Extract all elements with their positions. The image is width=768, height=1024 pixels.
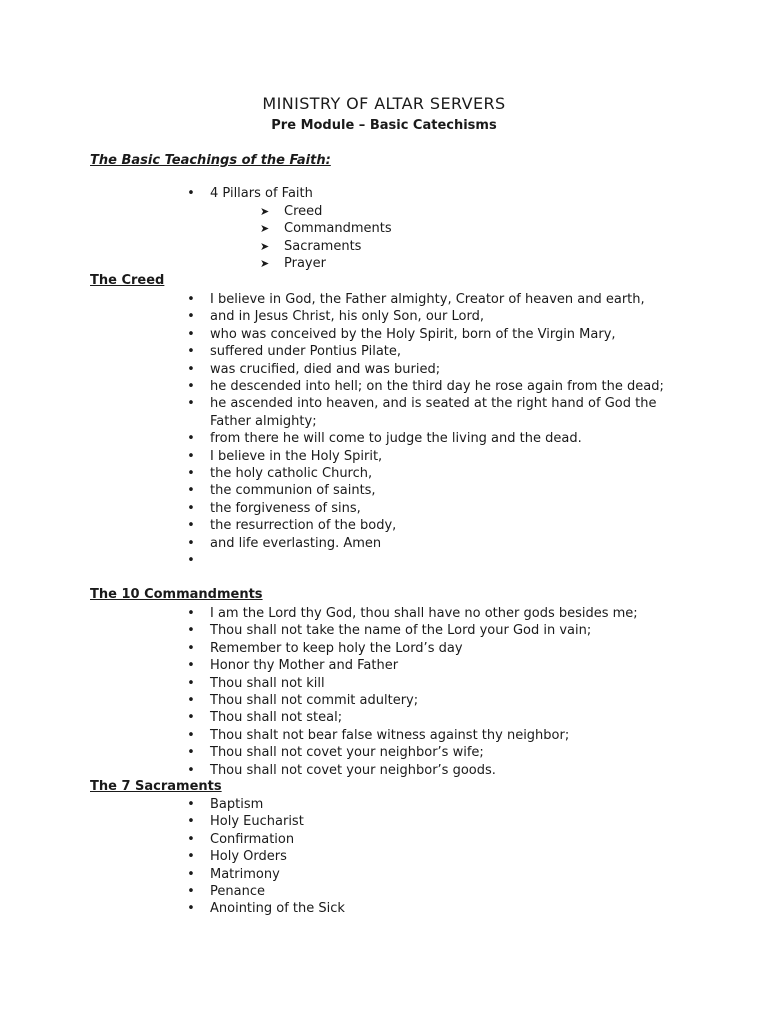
list-item: [186, 291, 666, 308]
list-item: [186, 552, 666, 569]
list-item: [186, 343, 666, 360]
bullet-icon: •: [187, 500, 195, 516]
list-item: [186, 796, 666, 813]
commandments-heading: The 10 Commandments: [90, 587, 263, 602]
list-item-text: Remember to keep holy the Lord’s day: [210, 640, 463, 656]
bullet-icon: •: [187, 535, 195, 551]
list-item-text: Matrimony: [210, 866, 280, 882]
list-item: [186, 500, 666, 517]
creed-heading: The Creed: [90, 273, 165, 288]
list-item: [186, 744, 666, 761]
document-subtitle: Pre Module – Basic Catechisms: [271, 118, 497, 133]
arrow-bullet-icon: ➤: [260, 239, 270, 253]
list-item-text: who was conceived by the Holy Spirit, born of the Virgin Mary,: [210, 326, 616, 342]
bullet-icon: •: [187, 606, 195, 621]
list-item: [186, 465, 666, 482]
list-item-text: and in Jesus Christ, his only Son, our Lord,: [210, 309, 484, 325]
list-item: [186, 866, 666, 883]
list-item: [186, 535, 666, 552]
bullet-icon: •: [187, 675, 195, 691]
list-item: [258, 220, 392, 237]
list-item-text: Thou shall not take the name of the Lord your God in vain;: [210, 623, 592, 639]
list-item: [186, 605, 666, 622]
list-item: [186, 448, 666, 465]
list-item: [186, 727, 666, 744]
list-item-text: Creed: [284, 204, 323, 219]
list-item-text: Commandments: [284, 221, 392, 237]
list-item-text: Honor thy Mother and Father: [210, 658, 399, 674]
list-item: [186, 675, 666, 692]
list-item: [186, 883, 666, 900]
list-item-text: the communion of saints,: [210, 483, 376, 499]
bullet-icon: •: [187, 344, 195, 360]
list-item-text: 4 Pillars of Faith: [210, 186, 313, 201]
list-item: [258, 238, 392, 255]
bullet-icon: •: [187, 309, 195, 325]
list-item: [186, 185, 666, 202]
bullet-icon: •: [187, 186, 195, 201]
bullet-icon: •: [187, 849, 195, 865]
bullet-icon: •: [187, 745, 195, 761]
bullet-icon: •: [187, 710, 195, 726]
list-item-text: Thou shall not steal;: [210, 710, 343, 726]
list-item-text: Anointing of the Sick: [210, 901, 345, 917]
list-item-text: Sacraments: [284, 238, 362, 254]
bullet-icon: •: [187, 901, 195, 917]
list-item-text: he descended into hell; on the third day he rose again from the dead;: [210, 379, 664, 395]
list-item: [258, 203, 392, 220]
bullet-icon: •: [187, 553, 195, 569]
document-title: MINISTRY OF ALTAR SERVERS: [262, 94, 506, 113]
list-item: [186, 657, 666, 674]
list-item: [186, 709, 666, 726]
bullet-icon: •: [187, 658, 195, 674]
arrow-bullet-icon: ➤: [260, 257, 270, 271]
list-item-text: Thou shall not kill: [210, 675, 325, 691]
list-item: [186, 813, 666, 830]
list-item-text: Penance: [210, 884, 265, 900]
list-item-text: the forgiveness of sins,: [210, 500, 361, 516]
bullet-icon: •: [187, 884, 195, 900]
list-item-text: Holy Orders: [210, 849, 287, 865]
list-item: [186, 378, 666, 395]
commandments-list: [186, 605, 666, 779]
list-item: [186, 900, 666, 917]
bullet-icon: •: [187, 640, 195, 656]
bullet-icon: •: [187, 623, 195, 639]
bullet-icon: •: [187, 693, 195, 709]
sacraments-heading: The 7 Sacraments: [90, 779, 222, 794]
list-item-text: Thou shall not covet your neighbor’s goods.: [210, 762, 496, 778]
pillars-list: [186, 185, 666, 202]
list-item: [186, 622, 666, 639]
sacraments-list: [186, 796, 666, 918]
list-item-text: Thou shalt not bear false witness against thy neighbor;: [210, 727, 570, 743]
list-item: [186, 848, 666, 865]
list-item-text: the resurrection of the body,: [210, 518, 397, 534]
list-item-text: Confirmation: [210, 831, 295, 847]
bullet-icon: •: [187, 361, 195, 377]
creed-list: [186, 291, 666, 569]
bullet-icon: •: [187, 762, 195, 778]
list-item: [186, 517, 666, 534]
bullet-icon: •: [187, 866, 195, 882]
list-item-text: from there he will come to judge the living and the dead.: [210, 431, 582, 447]
list-item: [258, 255, 392, 272]
list-item: [186, 430, 666, 447]
list-item: [186, 308, 666, 325]
list-item: [186, 361, 666, 378]
bullet-icon: •: [187, 727, 195, 743]
list-item: [186, 482, 666, 499]
bullet-icon: •: [187, 379, 195, 395]
bullet-icon: •: [187, 292, 195, 307]
list-item: [186, 326, 666, 343]
list-item-text: and life everlasting. Amen: [210, 535, 382, 551]
arrow-bullet-icon: ➤: [260, 222, 270, 236]
list-item-text: suffered under Pontius Pilate,: [210, 344, 402, 360]
list-item: [186, 831, 666, 848]
bullet-icon: •: [187, 518, 195, 534]
list-item-text: the holy catholic Church,: [210, 466, 373, 482]
list-item-text: Holy Eucharist: [210, 814, 304, 830]
bullet-icon: •: [187, 797, 195, 812]
list-item-text: he ascended into heaven, and is seated at the right hand of God the Father almighty;: [210, 396, 657, 429]
list-item-text: I believe in the Holy Spirit,: [210, 448, 383, 464]
bullet-icon: •: [187, 326, 195, 342]
list-item: [186, 762, 666, 779]
pillars-sublist: [258, 203, 392, 273]
list-item-text: Prayer: [284, 256, 326, 272]
bullet-icon: •: [187, 831, 195, 847]
bullet-icon: •: [187, 396, 195, 412]
list-item-text: Thou shall not commit adultery;: [210, 693, 419, 709]
arrow-bullet-icon: ➤: [260, 205, 270, 218]
list-item-text: Thou shall not covet your neighbor’s wife;: [210, 745, 484, 761]
list-item-text: I believe in God, the Father almighty, Creator of heaven and earth,: [210, 292, 645, 307]
list-item-text: was crucified, died and was buried;: [210, 361, 441, 377]
bullet-icon: •: [187, 466, 195, 482]
bullet-icon: •: [187, 448, 195, 464]
list-item-text: I am the Lord thy God, thou shall have no other gods besides me;: [210, 606, 638, 621]
list-item-text: Baptism: [210, 797, 264, 812]
list-item: [186, 640, 666, 657]
list-item: [186, 692, 666, 709]
intro-heading: The Basic Teachings of the Faith:: [90, 153, 331, 168]
bullet-icon: •: [187, 814, 195, 830]
bullet-icon: •: [187, 483, 195, 499]
bullet-icon: •: [187, 431, 195, 447]
list-item: [186, 395, 666, 430]
